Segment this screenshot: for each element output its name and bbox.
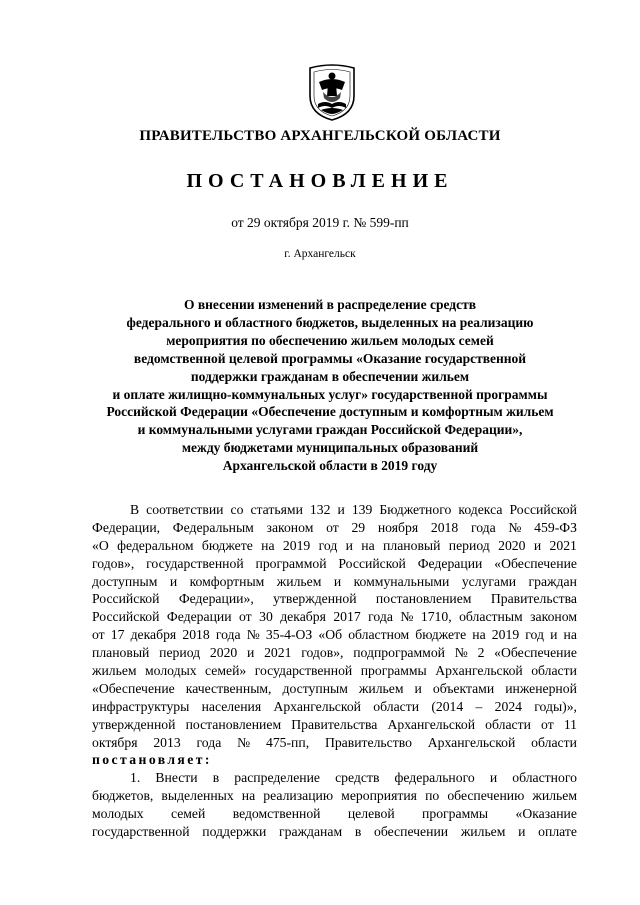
document-city: г. Архангельск [284, 248, 356, 260]
word: услугами [461, 573, 517, 589]
item-line [92, 769, 577, 787]
word: инфраструктуры [92, 698, 190, 714]
body-line [92, 734, 577, 752]
word: от [326, 519, 339, 535]
word: и [247, 645, 255, 661]
word: государственной [146, 555, 244, 571]
word: молодых [145, 663, 197, 679]
word: 2020 [209, 645, 238, 661]
word: и [518, 824, 526, 840]
document-body [92, 501, 577, 841]
word: 2021 [264, 645, 292, 661]
word: «О [92, 537, 109, 553]
word: «Обеспечение [494, 645, 577, 661]
word: на [261, 537, 275, 553]
document-type: ПОСТАНОВЛЕНИЕ [186, 170, 454, 192]
title-line: поддержки гражданам в обеспечении жильем [190, 368, 470, 384]
word: мероприятия [341, 788, 417, 804]
word: законом [266, 519, 314, 535]
word: утвержденной [92, 716, 176, 732]
item-line [92, 787, 577, 805]
word: «Оказание [515, 806, 577, 822]
coat-of-arms-emblem [306, 62, 358, 122]
word: семей [170, 806, 206, 822]
word: 475-пп, [265, 734, 310, 750]
word: № [246, 627, 260, 643]
word: и [169, 573, 178, 589]
body-line [92, 644, 577, 662]
word: года [368, 609, 393, 625]
word: и [337, 502, 345, 517]
word: период [159, 645, 201, 661]
word: и [414, 680, 422, 696]
word: законом [530, 609, 577, 625]
word: на [563, 627, 577, 643]
word: и [550, 627, 558, 643]
title-line: О внесении изменений в распределение средств [183, 297, 477, 312]
word: 2024 [494, 698, 522, 714]
organization-name: ПРАВИТЕЛЬСТВО АРХАНГЕЛЬСКОЙ ОБЛАСТИ [139, 128, 501, 144]
word: 17 [110, 627, 125, 643]
word: 2013 [153, 734, 181, 750]
body-line [92, 608, 577, 626]
word: бюджете [201, 537, 253, 553]
word: гражданам [279, 824, 343, 840]
title-line: Архангельской области в 2019 году [222, 458, 438, 474]
word: Федерации [166, 609, 232, 625]
word: 132 [309, 502, 331, 517]
body-line [92, 698, 577, 716]
word: октября [92, 734, 138, 750]
word: областным [459, 609, 523, 625]
word: кодекса [458, 502, 503, 517]
word: В [130, 502, 140, 517]
word: годы)», [534, 698, 577, 714]
word: бюджете [415, 627, 467, 643]
word: плановый [383, 537, 441, 553]
word: бюджетов, [92, 788, 154, 804]
word: федеральном [117, 537, 194, 553]
word: оплате [538, 824, 577, 840]
word: распределение [234, 770, 321, 786]
word: на [472, 627, 486, 643]
title-line: Российской Федерации «Обеспечение доступным и комфортным жильем [106, 404, 554, 420]
word: области [531, 734, 577, 750]
word: объектами [432, 680, 495, 696]
title-line: мероприятия по обеспечению жильем молодых семей [166, 332, 494, 348]
word: обеспечении [374, 824, 449, 840]
word: постановлением [185, 716, 282, 732]
word: Архангельской [435, 663, 523, 679]
word: 2 [477, 645, 485, 661]
title-line: федерального и областного бюджетов, выделенных на реализацию [126, 314, 534, 330]
word: 2019 [282, 537, 311, 553]
word: и [333, 573, 342, 589]
word: программой [255, 555, 327, 571]
document-date-number: от 29 октября 2019 г. № 599-пп [231, 215, 409, 230]
word: № [400, 609, 414, 625]
word: федерального [394, 770, 475, 786]
body-line [92, 555, 577, 573]
word: № [237, 734, 251, 750]
title-line: и коммунальными услугами граждан Российской Федерации», [137, 422, 523, 438]
word: государственной [254, 663, 353, 679]
word: жильем [92, 663, 137, 679]
word: доступным [282, 680, 348, 696]
word: и [533, 537, 542, 553]
word: 29 [351, 519, 366, 535]
word: комфортным [189, 573, 265, 589]
word: областного [512, 770, 577, 786]
word: семей» [205, 663, 247, 679]
word: программы [360, 663, 427, 679]
word: 1. [130, 770, 141, 786]
word: жильем [276, 573, 322, 589]
word: 2019 [491, 627, 520, 643]
word: качественным, [185, 680, 272, 696]
word: 11 [563, 716, 577, 732]
word: инженерной [505, 680, 577, 696]
word: «Об [318, 627, 343, 643]
word: в [354, 824, 362, 840]
word: Федеральным [172, 519, 254, 535]
body-line [92, 590, 577, 608]
word: «Обеспечение [92, 680, 175, 696]
word: от [239, 609, 252, 625]
word: доступным [92, 573, 158, 589]
word: жильем [358, 680, 404, 696]
word: реализацию [263, 788, 334, 804]
body-line [92, 680, 577, 698]
word: год [318, 537, 338, 553]
word: на [361, 537, 375, 553]
word: 2018 [430, 519, 459, 535]
word: от [541, 716, 554, 732]
word: Федерации, [92, 519, 161, 535]
word: 2021 [549, 537, 577, 553]
word: области [531, 663, 577, 679]
body-line [92, 626, 577, 644]
word: областном [348, 627, 410, 643]
word: молодых [92, 806, 144, 822]
word: средств [335, 770, 380, 786]
word: государственной [92, 824, 190, 840]
word: программы [422, 806, 489, 822]
word: области [485, 716, 531, 732]
word: коммунальными [353, 573, 450, 589]
word: период [448, 537, 490, 553]
word: жильем [460, 824, 506, 840]
body-line [92, 751, 577, 769]
word: соответствии [146, 502, 224, 517]
document-title [80, 296, 580, 475]
word: Российской [92, 609, 160, 625]
word: года [470, 519, 496, 535]
word: № [508, 519, 522, 535]
word: Правительство [324, 734, 412, 750]
word: и [489, 770, 498, 786]
word: Архангельской [387, 716, 476, 732]
word: 35-4-ОЗ [265, 627, 313, 643]
word: от [92, 627, 105, 643]
decree-word: постановляет: [92, 752, 212, 768]
word: утвержденной [273, 591, 357, 607]
title-line: между бюджетами муниципальных образований [181, 440, 479, 456]
word: Внести [155, 770, 198, 786]
word: (2014 [431, 698, 464, 714]
word: 459-ФЗ [534, 519, 577, 535]
word: Российской [338, 555, 406, 571]
word: жильем [532, 788, 577, 804]
word: на [241, 788, 256, 804]
title-line: и оплате жилищно-коммунальных услуг» государственной программы [112, 386, 548, 402]
word: Архангельской [427, 734, 516, 750]
word: Правительства [490, 591, 577, 607]
word: обеспечению [447, 788, 525, 804]
word: ведомственной [232, 806, 321, 822]
item-line [92, 823, 577, 841]
word: года [196, 734, 222, 750]
word: поддержки [202, 824, 267, 840]
word: год [525, 627, 544, 643]
body-line [92, 537, 577, 555]
body-line [92, 716, 577, 734]
word: 139 [351, 502, 373, 517]
word: ноября [377, 519, 419, 535]
word: подпрограммой [353, 645, 445, 661]
word: Федерации», [178, 591, 254, 607]
word: года [215, 627, 241, 643]
word: выделенных [161, 788, 234, 804]
word: населения [201, 698, 262, 714]
word: статьями [250, 502, 303, 517]
body-line [92, 519, 577, 537]
word: «Обеспечение [494, 555, 577, 571]
word: № [454, 645, 468, 661]
word: постановлением [375, 591, 472, 607]
word: годов», [92, 555, 135, 571]
word: и [345, 537, 353, 553]
word: 30 [259, 609, 273, 625]
word: декабря [130, 627, 177, 643]
word: Архангельской [273, 698, 362, 714]
word: Российской [509, 502, 577, 517]
word: 2018 [182, 627, 210, 643]
word: области [373, 698, 420, 714]
word: Федерации [417, 555, 483, 571]
word: декабря [280, 609, 326, 625]
body-line [92, 573, 577, 591]
word: Российской [92, 591, 160, 607]
word: со [230, 502, 244, 517]
word: по [425, 788, 440, 804]
body-line [92, 501, 577, 519]
word: Правительства [291, 716, 378, 732]
word: плановый [92, 645, 150, 661]
word: – [475, 698, 483, 714]
word: 1710, [420, 609, 452, 625]
word: граждан [528, 573, 577, 589]
word: годов», [301, 645, 344, 661]
body-line [92, 662, 577, 680]
word: в [212, 770, 220, 786]
word: Бюджетного [379, 502, 452, 517]
word: 2017 [333, 609, 361, 625]
word: целевой [347, 806, 395, 822]
title-line: ведомственной целевой программы «Оказание государственной [133, 350, 527, 366]
item-line [92, 805, 577, 823]
word: 2020 [498, 537, 526, 553]
